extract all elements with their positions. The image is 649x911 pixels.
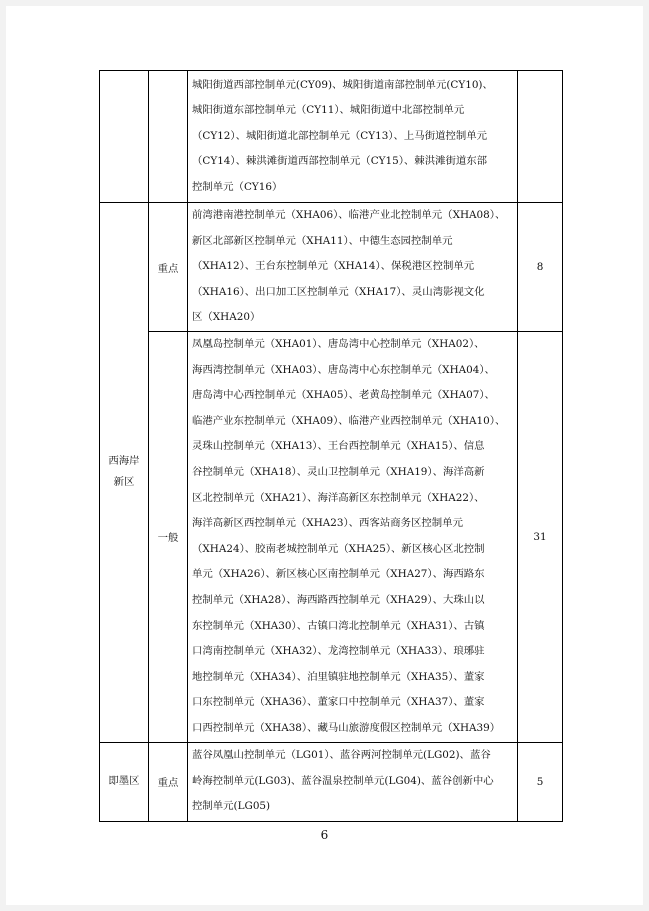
units-line: （XHA16）、出口加工区控制单元（XHA17）、灵山湾影视文化 — [192, 285, 485, 298]
level-cell: 重点 — [149, 203, 188, 332]
units-line: 控制单元（CY16） — [192, 180, 283, 193]
units-line: 地控制单元（XHA34）、泊里镇驻地控制单元（XHA35）、董家 — [192, 670, 485, 683]
control-unit-table — [99, 70, 563, 822]
units-line: 前湾港南港控制单元（XHA06）、临港产业北控制单元（XHA08）、 — [192, 209, 506, 222]
units-line: 新区北部新区控制单元（XHA11）、中德生态园控制单元 — [192, 234, 453, 247]
units-line: 口湾南控制单元（XHA32）、龙湾控制单元（XHA33）、琅琊驻 — [192, 645, 485, 658]
district-line: 新区 — [113, 476, 135, 489]
count-cell: 5 — [518, 742, 563, 821]
units-line: 控制单元(LG05) — [192, 800, 271, 813]
district-line: 西海岸 — [108, 455, 140, 468]
district-cell — [100, 203, 149, 743]
table-row — [100, 742, 563, 821]
district-cell: 即墨区 — [100, 742, 149, 821]
units-line: 单元（XHA26）、新区核心区南控制单元（XHA27）、海西路东 — [192, 568, 485, 581]
count-cell: 31 — [518, 332, 563, 743]
units-line: 临港产业东控制单元（XHA09）、临港产业西控制单元（XHA10）、 — [192, 414, 506, 427]
units-line: （XHA12）、王台东控制单元（XHA14）、保税港区控制单元 — [192, 260, 475, 273]
level-cell: 一般 — [149, 332, 188, 743]
units-line: 海西湾控制单元（XHA03）、唐岛湾中心东控制单元（XHA04）、 — [192, 363, 495, 376]
units-line: 控制单元（XHA28）、海西路西控制单元（XHA29）、大珠山以 — [192, 593, 485, 606]
units-line: 区（XHA20） — [192, 311, 261, 324]
units-line: 城阳街道东部控制单元（CY11）、城阳街道中北部控制单元 — [192, 104, 465, 117]
units-line: （CY12）、城阳街道北部控制单元（CY13）、上马街道控制单元 — [192, 129, 488, 142]
units-line: 城阳街道西部控制单元(CY09)、城阳街道南部控制单元(CY10)、 — [192, 78, 493, 91]
units-line: 海洋高新区西控制单元（XHA23）、西客站商务区控制单元 — [192, 517, 463, 530]
units-line: 谷控制单元（XHA18）、灵山卫控制单元（XHA19）、海洋高新 — [192, 465, 485, 478]
units-line: 凤凰岛控制单元（XHA01）、唐岛湾中心控制单元（XHA02）、 — [192, 338, 485, 350]
units-line: 唐岛湾中心西控制单元（XHA05）、老黄岛控制单元（XHA07）、 — [192, 389, 495, 402]
units-cell — [188, 742, 518, 821]
units-line: 口西控制单元（XHA38）、藏马山旅游度假区控制单元（XHA39） — [192, 721, 501, 734]
units-line: 口东控制单元（XHA36）、董家口中控制单元（XHA37）、董家 — [192, 696, 485, 709]
count-cell: 8 — [518, 203, 563, 332]
table-row — [100, 71, 563, 203]
units-cell — [188, 332, 518, 743]
table-row — [100, 332, 563, 743]
units-line: 蓝谷凤凰山控制单元（LG01）、蓝谷两河控制单元(LG02)、蓝谷 — [192, 749, 491, 762]
document-page — [6, 6, 643, 905]
level-cell: 重点 — [149, 742, 188, 821]
units-line: 岭海控制单元(LG03)、蓝谷温泉控制单元(LG04)、蓝谷创新中心 — [192, 774, 494, 787]
table-row — [100, 203, 563, 332]
units-line: 区北控制单元（XHA21）、海洋高新区东控制单元（XHA22）、 — [192, 491, 485, 504]
units-line: 东控制单元（XHA30）、古镇口湾北控制单元（XHA31）、古镇 — [192, 619, 485, 632]
units-cell — [188, 71, 518, 203]
count-cell — [518, 71, 563, 203]
units-line: （XHA24）、胶南老城控制单元（XHA25）、新区核心区北控制 — [192, 542, 485, 555]
units-cell — [188, 203, 518, 332]
page-number: 6 — [320, 828, 329, 842]
units-line: （CY14）、棘洪滩街道西部控制单元（CY15）、棘洪滩街道东部 — [192, 155, 488, 168]
level-cell — [149, 71, 188, 203]
units-line: 灵珠山控制单元（XHA13）、王台西控制单元（XHA15）、信息 — [192, 440, 485, 453]
district-cell — [100, 71, 149, 203]
